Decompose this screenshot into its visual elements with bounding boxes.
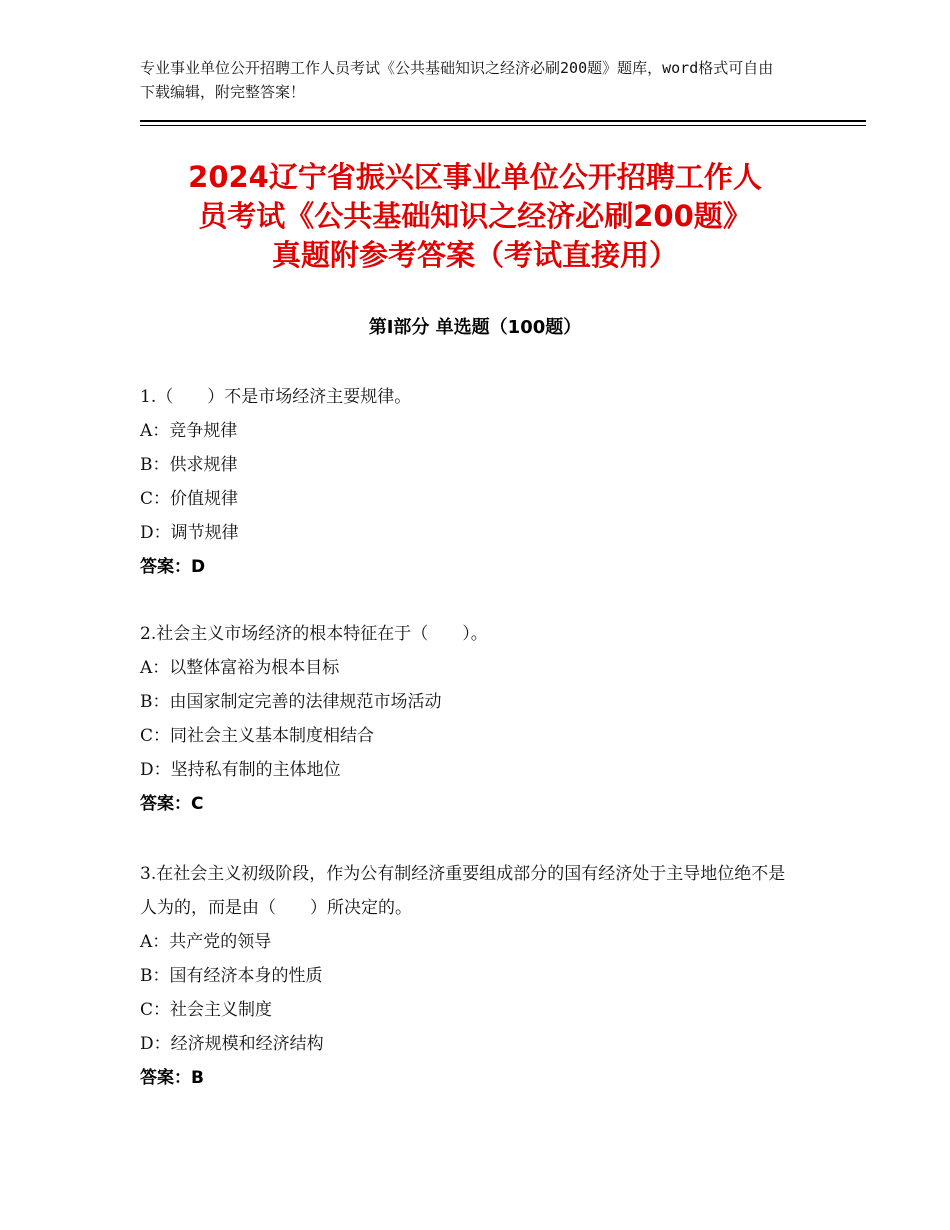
option-a: A：共产党的领导 — [140, 932, 272, 952]
option-b: B：供求规律 — [140, 455, 238, 475]
question-3 — [140, 857, 795, 1095]
answer: 答案：D — [140, 557, 206, 577]
option-d: D：调节规律 — [140, 523, 239, 543]
option-d: D：经济规模和经济结构 — [140, 1034, 324, 1054]
header-divider-thin — [140, 125, 866, 126]
header-divider-thick — [140, 120, 866, 122]
option-d: D：坚持私有制的主体地位 — [140, 760, 341, 780]
option-b: B：国有经济本身的性质 — [140, 966, 323, 986]
title-line-1: 2024辽宁省振兴区事业单位公开招聘工作人 — [188, 160, 762, 194]
question-stem: 2.社会主义市场经济的根本特征在于（ ）。 — [140, 624, 488, 644]
option-b: B：由国家制定完善的法律规范市场活动 — [140, 692, 442, 712]
option-c: C：同社会主义基本制度相结合 — [140, 726, 375, 746]
question-stem: 3.在社会主义初级阶段，作为公有制经济重要组成部分的国有经济处于主导地位绝不是人为的，而是由（ ）所决定的。 — [140, 864, 786, 918]
answer: 答案：C — [140, 794, 204, 814]
title-line-3: 真题附参考答案（考试直接用） — [271, 238, 678, 272]
document-title — [95, 158, 855, 275]
option-a: A：竞争规律 — [140, 421, 238, 441]
option-c: C：价值规律 — [140, 489, 239, 509]
question-1 — [140, 380, 840, 584]
answer: 答案：B — [140, 1068, 204, 1088]
question-2 — [140, 617, 840, 821]
header-note: 专业事业单位公开招聘工作人员考试《公共基础知识之经济必刷200题》题库，word格式可自由下载编辑，附完整答案！ — [140, 59, 774, 101]
section-title: 第I部分 单选题（100题） — [368, 317, 582, 338]
question-stem: 1.（ ）不是市场经济主要规律。 — [140, 387, 412, 407]
option-a: A：以整体富裕为根本目标 — [140, 658, 340, 678]
option-c: C：社会主义制度 — [140, 1000, 273, 1020]
title-line-2: 员考试《公共基础知识之经济必刷200题》 — [198, 199, 752, 233]
